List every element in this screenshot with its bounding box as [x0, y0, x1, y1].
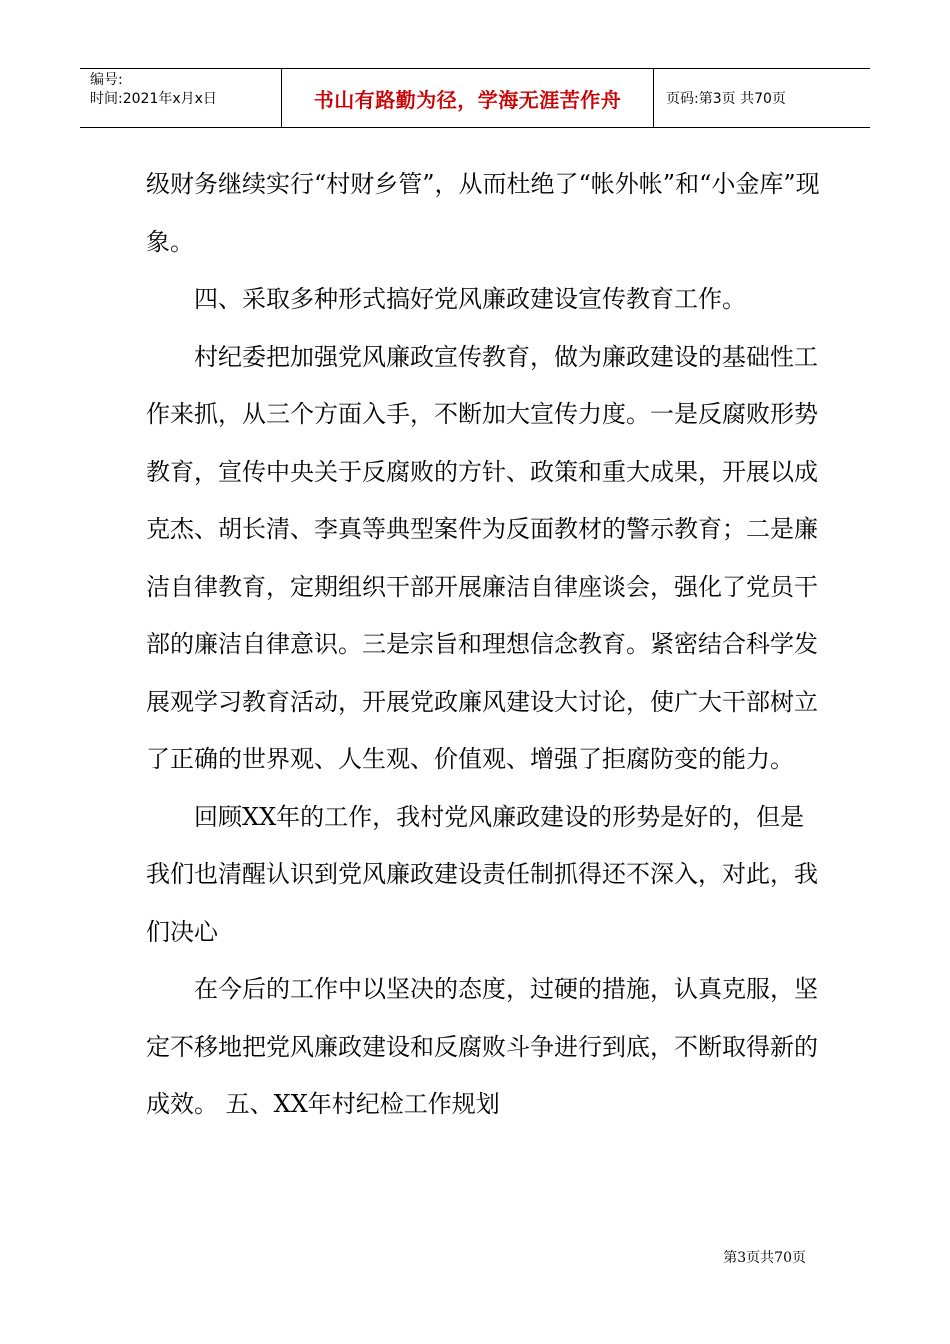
page-footer [723, 1247, 806, 1267]
document-body [146, 156, 826, 1134]
paragraph-education: 村纪委把加强党风廉政宣传教育，做为廉政建设的基础性工作来抓，从三个方面入手，不断加大宣传力度。一是反腐败形势教育，宣传中央关于反腐败的方针、政策和重大成果，开展以成克杰、胡长清、李真等典型案件为反面教材的警示教育；二是廉洁自律教育，定期组织干部开展廉洁自律座谈会，强化了党员干部的廉洁自律意识。三是宗旨和理想信念教育。紧密结合科学发展观学习教育活动，开展党政廉风建设大讨论，使广大干部树立了正确的世界观、人生观、价值观、增强了拒腐防变的能力。 [146, 342, 818, 773]
header-motto: 书山有路勤为径，学海无涯苦作舟 [313, 87, 622, 112]
header-page-number: 页码:第3页 共70页 [666, 91, 786, 107]
paragraph-future: 在今后的工作中以坚决的态度，过硬的措施，认真克服，坚定不移地把党风廉政建设和反腐败斗争进行到底，不断取得新的成效。 五、XX年村纪检工作规划 [146, 975, 818, 1118]
header-meta [80, 69, 282, 127]
section-heading-four: 四、采取多种形式搞好党风廉政建设宣传教育工作。 [194, 285, 746, 313]
document-number-label: 编号: [90, 72, 123, 88]
header-page-cell [654, 69, 870, 127]
paragraph-review: 回顾XX年的工作，我村党风廉政建设的形势是好的，但是我们也清醒认识到党风廉政建设责任制抓得还不深入，对此，我们决心 [146, 802, 818, 946]
page-header [80, 68, 870, 128]
document-date-label: 时间:2021年x月x日 [90, 91, 217, 107]
footer-page-number: 第3页共70页 [723, 1250, 806, 1266]
header-motto-cell [282, 69, 654, 127]
paragraph-continuation: 级财务继续实行“村财乡管”，从而杜绝了“帐外帐”和“小金库”现象。 [146, 170, 820, 256]
